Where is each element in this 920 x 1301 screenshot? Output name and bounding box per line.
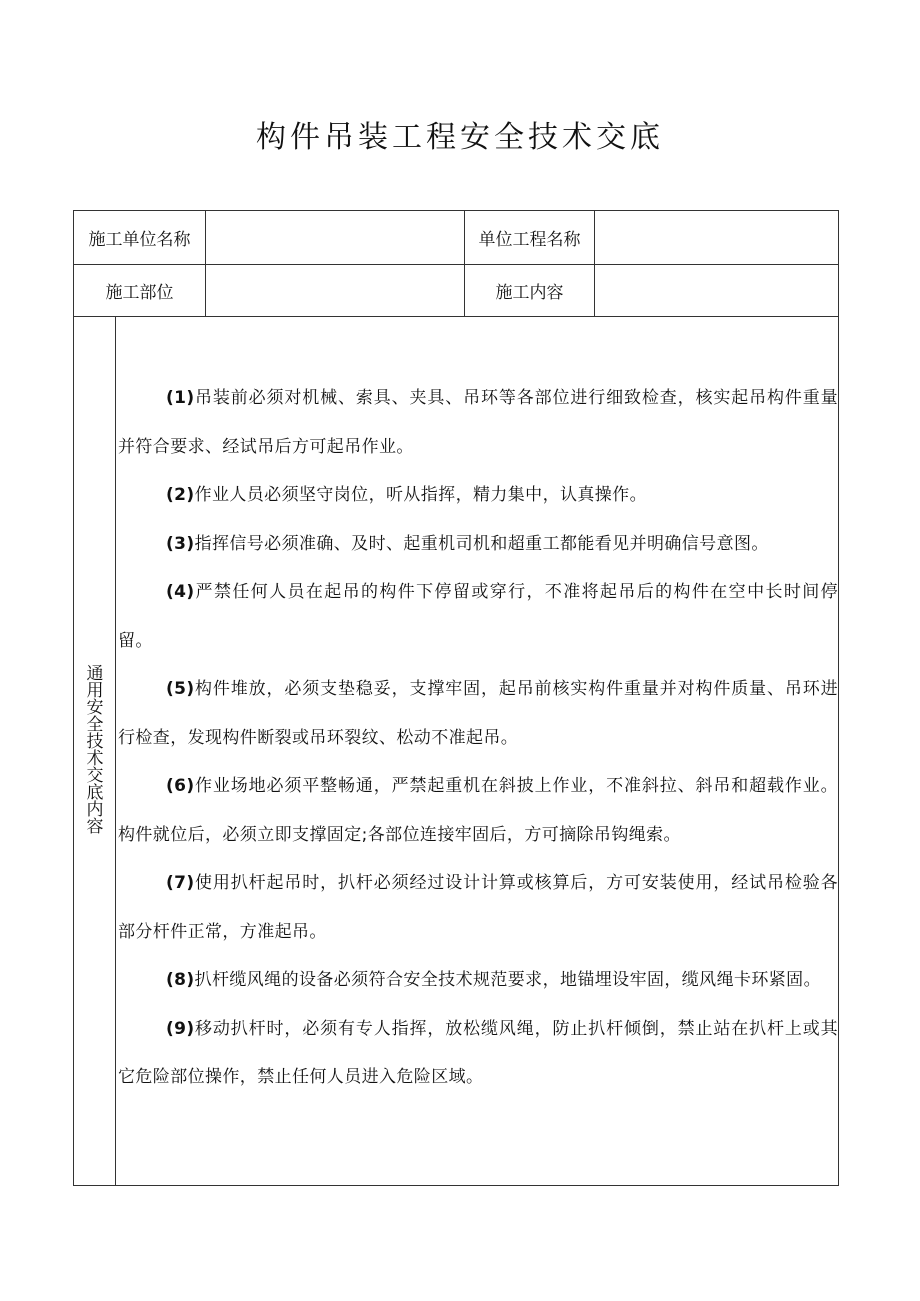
safety-item-text: 严禁任何人员在起吊的构件下停留或穿行，不准将起吊后的构件在空中长时间停留。: [118, 582, 838, 651]
safety-item: [118, 762, 838, 859]
disclosure-form-table: [73, 210, 839, 1186]
section-label: 施工部位: [74, 265, 206, 317]
safety-item: [118, 956, 838, 1005]
safety-item: [118, 520, 838, 569]
section-field[interactable]: [206, 265, 465, 317]
safety-item: [118, 374, 838, 471]
side-label: 通用安全技术交底内容: [86, 664, 104, 837]
safety-item-number: (5): [166, 679, 195, 699]
header-row-2: [74, 265, 839, 317]
content-row: [74, 317, 839, 1186]
safety-item-text: 移动扒杆时，必须有专人指挥，放松缆风绳，防止扒杆倾倒，禁止站在扒杆上或其它危险部位操作，禁止任何人员进入危险区域。: [118, 1018, 838, 1087]
content-cell: [116, 317, 839, 1186]
safety-items-list: [116, 317, 838, 1102]
safety-item-number: (6): [166, 776, 195, 796]
safety-item-number: (7): [166, 873, 195, 893]
safety-item-text: 作业人员必须坚守岗位，听从指挥，精力集中，认真操作。: [194, 485, 647, 505]
safety-item-number: (9): [166, 1018, 195, 1039]
safety-item-number: (8): [166, 970, 195, 990]
safety-item: [118, 1005, 838, 1102]
safety-item: [118, 471, 838, 520]
unit-name-field[interactable]: [206, 211, 465, 265]
unit-name-label: 施工单位名称: [74, 211, 206, 265]
safety-item-number: (3): [166, 533, 195, 554]
safety-item-text: 吊装前必须对机械、索具、夹具、吊环等各部位进行细致检查，核实起吊构件重量并符合要求、经试吊后方可起吊作业。: [118, 388, 838, 457]
safety-item: [118, 859, 838, 956]
document-title: 构件吊装工程安全技术交底: [256, 120, 664, 155]
safety-item-text: 指挥信号必须准确、及时、起重机司机和超重工都能看见并明确信号意图。: [194, 533, 769, 554]
project-name-field[interactable]: [595, 211, 839, 265]
safety-item-number: (1): [166, 388, 195, 408]
side-label-cell: [74, 317, 116, 1186]
safety-item-text: 使用扒杆起吊时，扒杆必须经过设计计算或核算后，方可安装使用，经试吊检验各部分杆件正常，方准起吊。: [118, 873, 838, 942]
safety-item-number: (2): [166, 485, 195, 505]
safety-item-number: (4): [166, 582, 195, 602]
safety-item-text: 作业场地必须平整畅通，严禁起重机在斜披上作业，不准斜拉、斜吊和超载作业。构件就位后，必须立即支撑固定;各部位连接牢固后，方可摘除吊钩绳索。: [118, 776, 838, 845]
safety-item-text: 扒杆缆风绳的设备必须符合安全技术规范要求，地锚埋设牢固，缆风绳卡环紧固。: [194, 970, 821, 990]
project-name-label: 单位工程名称: [465, 211, 595, 265]
safety-item: [118, 665, 838, 762]
safety-item: [118, 568, 838, 665]
work-content-label: 施工内容: [465, 265, 595, 317]
header-row-1: [74, 211, 839, 265]
work-content-field[interactable]: [595, 265, 839, 317]
safety-item-text: 构件堆放，必须支垫稳妥，支撑牢固，起吊前核实构件重量并对构件质量、吊环进行检查，发现构件断裂或吊环裂纹、松动不准起吊。: [118, 679, 838, 748]
